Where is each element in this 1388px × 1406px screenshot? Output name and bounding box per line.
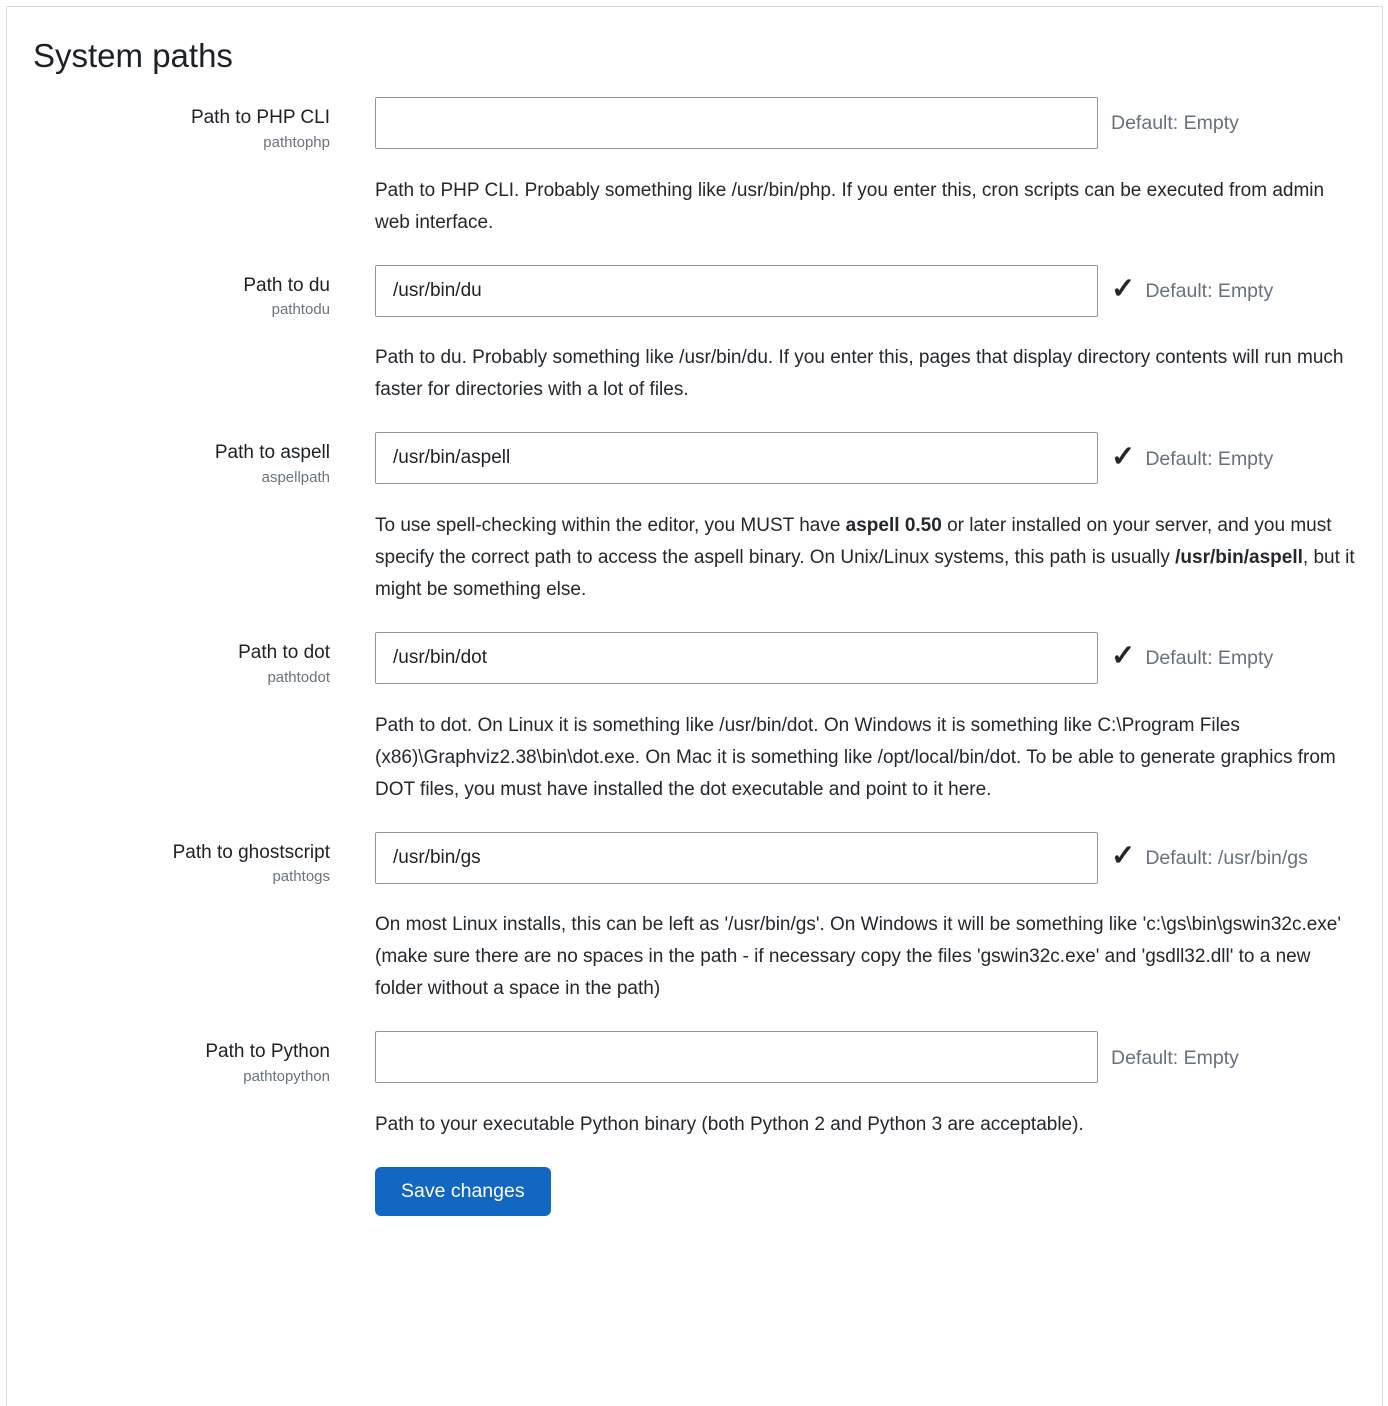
setting-label-column	[33, 265, 330, 319]
setting-description: Path to du. Probably something like /usr/bin/du. If you enter this, pages that display directory contents will run much faster for directories with a lot of files.	[375, 347, 1344, 401]
setting-row-top	[33, 97, 1382, 151]
default-checkmark-icon: ✓	[1111, 273, 1136, 306]
settings-rows	[33, 97, 1382, 1141]
setting-label-column	[33, 432, 330, 486]
default-indicator	[1111, 832, 1308, 886]
setting-shortname: aspellpath	[261, 469, 330, 487]
setting-input[interactable]	[375, 265, 1098, 317]
default-value-label: Default: Empty	[1145, 447, 1274, 470]
default-indicator	[1111, 1031, 1239, 1085]
system-paths-settings-card	[6, 6, 1383, 1406]
default-value-label: Default: Empty	[1111, 112, 1239, 135]
save-changes-button[interactable]: Save changes	[375, 1167, 551, 1216]
default-value-label: Default: /usr/bin/gs	[1145, 847, 1308, 870]
page-title: System paths	[33, 37, 233, 74]
setting-input[interactable]	[375, 832, 1098, 884]
setting-row	[33, 1031, 1382, 1141]
setting-row	[33, 265, 1382, 407]
setting-label: Path to ghostscript	[172, 841, 330, 863]
setting-label: Path to PHP CLI	[190, 107, 330, 128]
setting-row	[33, 97, 1382, 239]
setting-row-top	[33, 265, 1382, 319]
setting-row	[33, 832, 1382, 1006]
setting-row-top	[33, 1031, 1382, 1085]
setting-row-top	[33, 832, 1382, 886]
setting-label-column	[33, 97, 330, 151]
setting-description: Path to your executable Python binary (both Python 2 and Python 3 are acceptable).	[375, 1114, 1084, 1136]
default-indicator	[1111, 97, 1239, 151]
setting-label-column	[33, 1031, 330, 1085]
setting-label: Path to du	[243, 274, 330, 296]
setting-row-top	[33, 632, 1382, 686]
setting-shortname: pathtodu	[271, 301, 330, 319]
default-checkmark-icon: ✓	[1111, 640, 1136, 673]
setting-shortname: pathtodot	[267, 668, 330, 686]
setting-shortname: pathtogs	[272, 868, 330, 886]
setting-description: To use spell-checking within the editor, you MUST have aspell 0.50 or later installed on your server, and you must specify the correct path to access the aspell binary. On Unix/Linux systems, this path is usually /usr/bin/aspell, but it might be something else.	[375, 515, 1355, 601]
setting-label-column	[33, 632, 330, 686]
setting-description: On most Linux installs, this can be left as '/usr/bin/gs'. On Windows it will be something like 'c:\gs\bin\gswin32c.exe' (make sure there are no spaces in the path - if necessary copy the files 'gswin32c.exe' and 'gsdll32.dll' to a new folder without a space in the path)	[375, 914, 1341, 1000]
default-value-label: Default: Empty	[1145, 647, 1274, 670]
setting-row	[33, 432, 1382, 606]
default-value-label: Default: Empty	[1111, 1046, 1239, 1069]
setting-label: Path to Python	[205, 1041, 330, 1063]
setting-label: Path to dot	[238, 642, 330, 664]
form-actions	[375, 1167, 1382, 1216]
default-indicator	[1111, 432, 1273, 486]
default-indicator	[1111, 632, 1273, 686]
setting-label: Path to aspell	[214, 442, 330, 464]
setting-input[interactable]	[375, 97, 1098, 149]
default-checkmark-icon: ✓	[1111, 440, 1136, 473]
setting-input[interactable]	[375, 1031, 1098, 1083]
default-indicator	[1111, 265, 1273, 319]
setting-input[interactable]	[375, 432, 1098, 484]
setting-description: Path to dot. On Linux it is something like /usr/bin/dot. On Windows it is something like C:\Program Files (x86)\Graphviz2.38\bin\dot.exe. On Mac it is something like /opt/local/bin/dot. To be able to generate graphics from DOT files, you must have installed the dot executable and point to it here.	[375, 714, 1336, 800]
default-checkmark-icon: ✓	[1111, 840, 1136, 873]
setting-shortname: pathtophp	[263, 133, 330, 151]
setting-row-top	[33, 432, 1382, 486]
setting-label-column	[33, 832, 330, 886]
setting-row	[33, 632, 1382, 806]
setting-shortname: pathtopython	[243, 1068, 330, 1086]
setting-input[interactable]	[375, 632, 1098, 684]
default-value-label: Default: Empty	[1145, 280, 1274, 303]
setting-description: Path to PHP CLI. Probably something like /usr/bin/php. If you enter this, cron scripts can be executed from admin web interface.	[375, 179, 1325, 233]
